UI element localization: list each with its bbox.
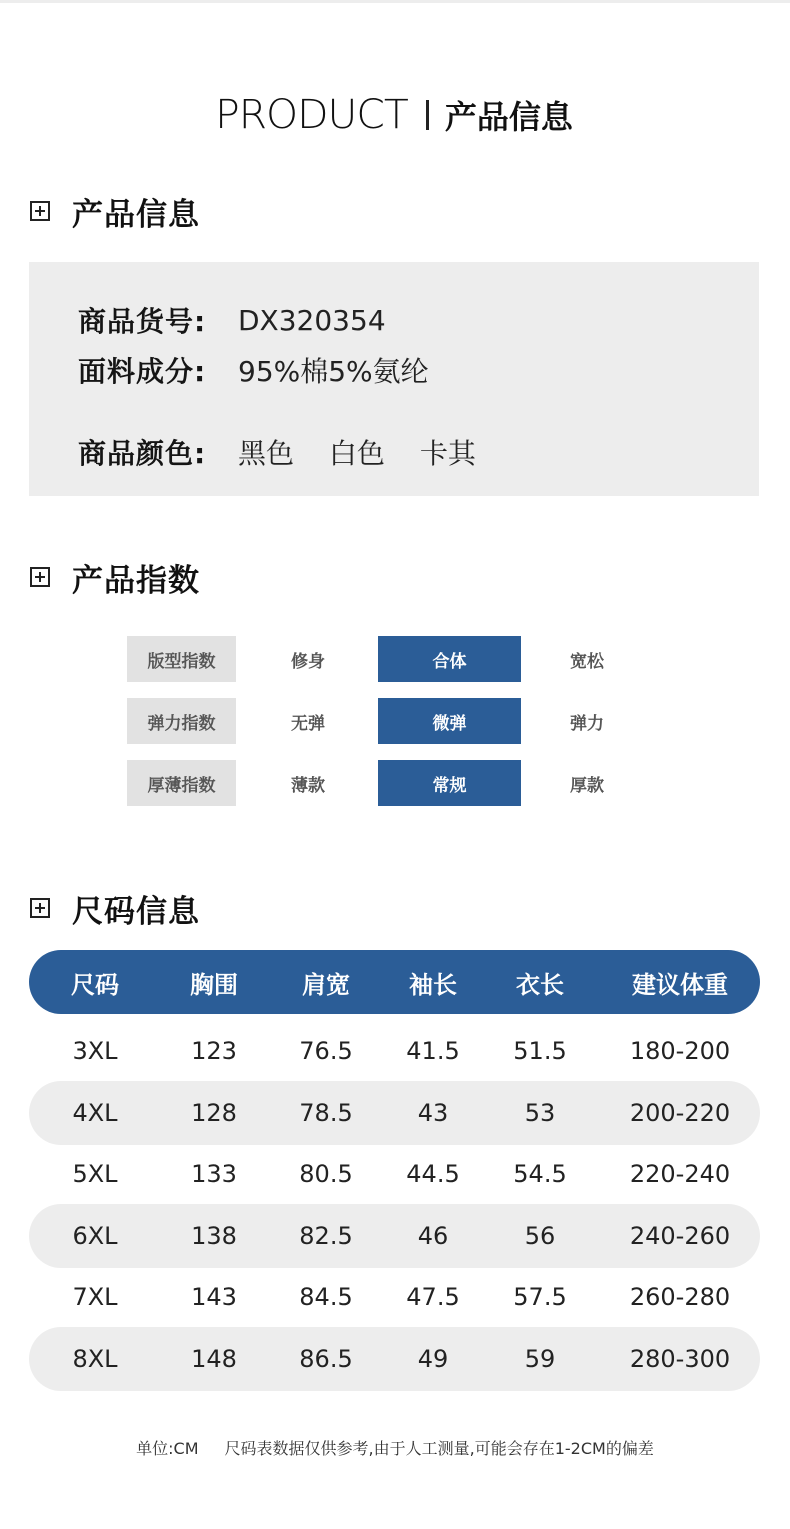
index-row-fit xyxy=(127,636,647,682)
table-cell: 43 xyxy=(417,1099,449,1127)
index-label: 版型指数 xyxy=(127,636,236,682)
color-option: 白色 xyxy=(328,437,385,470)
info-label: 商品货号: xyxy=(78,305,207,338)
table-cell: 128 xyxy=(191,1099,237,1127)
table-row xyxy=(29,1204,760,1268)
index-label: 弹力指数 xyxy=(127,698,236,744)
index-row-thickness xyxy=(127,760,647,806)
table-cell: 80.5 xyxy=(299,1160,353,1188)
table-cell: 53 xyxy=(524,1099,556,1127)
column-header: 尺码 xyxy=(71,970,119,999)
page-hero-title xyxy=(0,92,790,152)
table-cell: 5XL xyxy=(72,1160,118,1188)
color-option: 黑色 xyxy=(238,437,295,470)
index-option: 弹力 xyxy=(570,713,604,734)
hero-title-cn: 产品信息 xyxy=(444,98,573,136)
color-list xyxy=(238,432,502,472)
size-table-header xyxy=(29,950,760,1014)
info-row-fabric xyxy=(78,350,429,390)
table-cell: 260-280 xyxy=(629,1283,731,1311)
unit-label: 单位:CM xyxy=(136,1439,199,1458)
column-header: 肩宽 xyxy=(302,970,350,999)
table-cell: 143 xyxy=(191,1283,237,1311)
section-header-size xyxy=(30,885,200,931)
section-header-info xyxy=(30,188,200,234)
index-option-selected: 合体 xyxy=(378,636,521,682)
table-cell: 240-260 xyxy=(629,1222,731,1250)
plus-square-icon xyxy=(30,201,50,221)
table-cell: 46 xyxy=(417,1222,449,1250)
index-option-selected: 微弹 xyxy=(378,698,521,744)
section-title: 尺码信息 xyxy=(72,893,200,930)
table-cell: 57.5 xyxy=(513,1283,567,1311)
column-header: 袖长 xyxy=(409,970,457,999)
table-cell: 76.5 xyxy=(299,1037,353,1065)
table-cell: 56 xyxy=(524,1222,556,1250)
table-cell: 8XL xyxy=(72,1345,118,1373)
info-value: 95%棉5%氨纶 xyxy=(238,355,429,388)
index-option: 无弹 xyxy=(291,713,325,734)
table-row xyxy=(29,1081,760,1145)
table-row xyxy=(29,1327,760,1391)
index-option-selected: 常规 xyxy=(378,760,521,806)
disclaimer-text: 尺码表数据仅供参考,由于人工测量,可能会存在1-2CM的偏差 xyxy=(224,1439,654,1458)
column-header: 胸围 xyxy=(190,970,238,999)
color-option: 卡其 xyxy=(419,437,476,470)
info-label: 商品颜色: xyxy=(78,437,207,470)
measurement-note xyxy=(0,1436,790,1459)
plus-square-icon xyxy=(30,898,50,918)
column-header: 衣长 xyxy=(516,970,564,999)
table-cell: 148 xyxy=(191,1345,237,1373)
table-cell: 123 xyxy=(191,1037,237,1065)
index-option: 修身 xyxy=(291,651,325,672)
index-option: 薄款 xyxy=(291,775,325,796)
info-row-colors xyxy=(78,432,502,472)
top-divider xyxy=(0,0,790,3)
table-cell: 84.5 xyxy=(299,1283,353,1311)
index-option: 宽松 xyxy=(570,651,604,672)
info-value: DX320354 xyxy=(238,303,386,337)
info-row-sku xyxy=(78,300,386,340)
hero-title-en: PRODUCT xyxy=(215,92,408,138)
table-cell: 44.5 xyxy=(406,1160,460,1188)
table-cell: 280-300 xyxy=(629,1345,731,1373)
table-cell: 200-220 xyxy=(629,1099,731,1127)
table-cell: 49 xyxy=(417,1345,449,1373)
product-info-panel xyxy=(29,262,759,496)
table-cell: 220-240 xyxy=(629,1160,731,1188)
table-row xyxy=(29,1142,760,1206)
table-cell: 86.5 xyxy=(299,1345,353,1373)
table-row xyxy=(29,1019,760,1083)
index-option: 厚款 xyxy=(570,775,604,796)
table-cell: 51.5 xyxy=(513,1037,567,1065)
section-title: 产品信息 xyxy=(72,196,200,233)
index-row-stretch xyxy=(127,698,647,744)
info-label: 面料成分: xyxy=(78,355,207,388)
table-cell: 82.5 xyxy=(299,1222,353,1250)
table-cell: 7XL xyxy=(72,1283,118,1311)
section-title: 产品指数 xyxy=(72,562,200,599)
section-header-index xyxy=(30,554,200,600)
table-cell: 4XL xyxy=(72,1099,118,1127)
column-header: 建议体重 xyxy=(632,970,728,999)
table-cell: 59 xyxy=(524,1345,556,1373)
table-cell: 54.5 xyxy=(513,1160,567,1188)
table-cell: 78.5 xyxy=(299,1099,353,1127)
table-cell: 133 xyxy=(191,1160,237,1188)
table-cell: 3XL xyxy=(72,1037,118,1065)
hero-divider xyxy=(426,100,429,130)
table-cell: 47.5 xyxy=(406,1283,460,1311)
table-cell: 138 xyxy=(191,1222,237,1250)
table-cell: 6XL xyxy=(72,1222,118,1250)
plus-square-icon xyxy=(30,567,50,587)
table-cell: 180-200 xyxy=(629,1037,731,1065)
table-row xyxy=(29,1265,760,1329)
index-label: 厚薄指数 xyxy=(127,760,236,806)
table-cell: 41.5 xyxy=(406,1037,460,1065)
